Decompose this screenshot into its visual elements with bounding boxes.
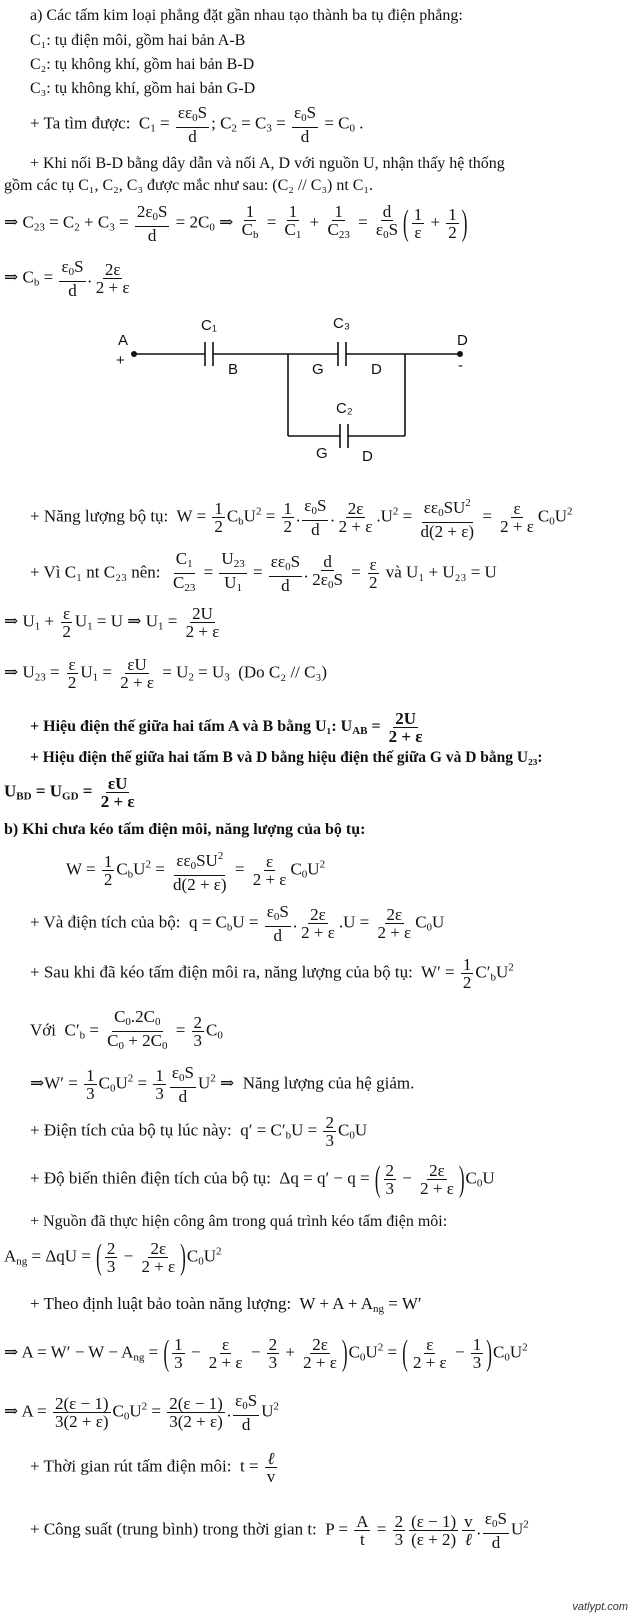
- heading-part-a: a) Các tấm kim loại phẳng đặt gần nhau tạo thành ba tụ điện phẳng:: [30, 7, 463, 24]
- label-c2: C₂: [336, 400, 353, 417]
- label-plate-b: B: [228, 361, 239, 378]
- node-a-terminal: [131, 351, 137, 357]
- u23-formula: ⇒ $U_{23}$ = $\frac{\varepsilon}{2}$ $U_1$ = $\frac{\varepsilon U}{2 + \varepsilon}$ = $U_2 = U_3$ (Do C₂ // C₃): [4, 655, 328, 692]
- charge-now-formula: + Điện tích của bộ tụ lúc này: $q' = C'_bU$ = $\frac{2}{3}$ $C_0U$: [30, 1113, 368, 1150]
- label-plus: +: [116, 352, 125, 369]
- cb-prime-formula: Với $C'_b$ = $\frac{C_0.2C_0}{C_0 + 2C_0}$ = $\frac{2}{3}$ $C_0$: [30, 1007, 223, 1052]
- watermark: vatlypt.com: [572, 1601, 628, 1613]
- label-minus: -: [458, 357, 463, 374]
- label-plate-d-bottom: D: [362, 448, 373, 465]
- c23-formula: ⇒ $C_{23} = C_2 + C_3$ = $\frac{2\varepsilon_0S}{d}$ = $2C_0$ ⇒ $\frac{1}{C_b}$ = $\frac{1}{C_1}$ + $\frac{1}{C_{23}}$ = $\frac{d}{\varepsilon_0S}$ ( $\frac{1}{\varepsilon}$ + $\frac{1}{2}$ ): [4, 202, 468, 245]
- w-prime-formula: ⇒W′ = $\frac{1}{3}$ $C_0U^2$ = $\frac{1}{3}$ $\frac{\varepsilon_0S}{d}$ $U^2$ ⇒ Năng lượng của hệ giảm.: [30, 1063, 415, 1106]
- cb-formula: ⇒ $C_b$ = $\frac{\varepsilon_0S}{d}$ . $\frac{2\varepsilon}{2 + \varepsilon}$: [4, 257, 130, 300]
- initial-energy-formula: W = $\frac{1}{2}$ $C_bU^2$ = $\frac{\varepsilon\varepsilon_0SU^2}{d(2 + \varepsilon)}$ = $\frac{\varepsilon}{2 + \varepsilon}$ $C_0U^2$: [66, 850, 326, 894]
- label-node-d: D: [457, 332, 468, 349]
- final-energy-formula: + Sau khi đã kéo tấm điện môi ra, năng lượng của bộ tụ: W′ = $\frac{1}{2}$ $C'_bU^2$: [30, 955, 514, 992]
- label-c3: C₃: [333, 315, 350, 332]
- ubd-formula: $U_{BD} = U_{GD}$ = $\frac{\varepsilon U}{2 + \varepsilon}$: [4, 774, 135, 811]
- connection-line-2: gồm các tụ C₁, C₂, C₃ được mắc như sau: (C₂ // C₃) nt C₁.: [4, 177, 374, 194]
- charge-change-formula: + Độ biến thiên điện tích của bộ tụ: Δq = q′ − q = ( $\frac{2}{3}$ − $\frac{2\varepsilon}{2 + \varepsilon}$ )$C_0U$: [30, 1158, 495, 1199]
- circuit-diagram: [100, 308, 500, 468]
- series-ratio-formula: + Vì C₁ nt C₂₃ nên: $\frac{C_1}{C_{23}}$ = $\frac{U_{23}}{U_1}$ = $\frac{\varepsilon\varepsilon_0S}{d}$ . $\frac{d}{2\varepsilon_0S}$ = $\frac{\varepsilon}{2}$ và U₁ + U₂₃ = U: [30, 549, 497, 595]
- label-node-a: A: [118, 332, 129, 349]
- source-work-formula: $A_{ng} = \Delta qU$ = ( $\frac{2}{3}$ − $\frac{2\varepsilon}{2 + \varepsilon}$ )$C_0U^2$: [4, 1236, 222, 1277]
- c3-description: C₃: tụ không khí, gồm hai bản G-D: [30, 80, 256, 97]
- uab-line: + Hiệu điện thế giữa hai tấm A và B bằng U₁: $U_{AB}$ = $\frac{2U}{2 + \varepsilon}$: [30, 709, 423, 746]
- power-formula: + Công suất (trung bình) trong thời gian t: P = $\frac{A}{t}$ = $\frac{2}{3}$ $\frac{(\varepsilon - 1)}{(\varepsilon + 2)}$ v ℓ . $\frac{\varepsilon_0S}{d}$ $U^2$: [30, 1509, 529, 1552]
- label-c1: C₁: [201, 317, 217, 334]
- label-plate-d-top: D: [371, 361, 382, 378]
- conservation-formula: + Theo định luật bảo toàn năng lượng: $W + A + A_{ng} = W'$: [30, 1294, 422, 1315]
- work-formula-1: ⇒ $A = W' - W - A_{ng}$ = ( $\frac{1}{3}$ − $\frac{\varepsilon}{2 + \varepsilon}$ − $\frac{2}{3}$ + $\frac{2\varepsilon}{2 + \varepsilon}$ )$C_0U^2$ = ( $\frac{\varepsilon}{2 + \varepsilon}$ − $\frac{1}{3}$ )$C_0U^2$: [4, 1332, 528, 1373]
- c2-description: C₂: tụ không khí, gồm hai bản B-D: [30, 56, 255, 73]
- initial-charge-formula: + Và điện tích của bộ: $q = C_bU$ = $\frac{\varepsilon_0S}{d}$ . $\frac{2\varepsilon}{2 + \varepsilon}$ .U = $\frac{2\varepsilon}{2 + \varepsilon}$ $C_0U$: [30, 902, 445, 945]
- energy-formula: + Năng lượng bộ tụ: W = $\frac{1}{2}$ $C_bU^2$ = $\frac{1}{2}$ . $\frac{\varepsilon_0S}{d}$ . $\frac{2\varepsilon}{2 + \varepsilon}$ $.U^2$ = $\frac{\varepsilon\varepsilon_0SU^2}{d(2 + \varepsilon)}$ = $\frac{\varepsilon}{2 + \varepsilon}$ $C_0U^2$: [30, 496, 573, 541]
- capacitance-formula: + Ta tìm được: $C_1$ = $\frac{\varepsilon\varepsilon_0S}{d}$ ; $C_2 = C_3$ = $\frac{\varepsilon_0S}{d}$ = $C_0$ .: [30, 103, 364, 146]
- source-work-text: + Nguồn đã thực hiện công âm trong quá trình kéo tấm điện môi:: [30, 1213, 448, 1230]
- time-formula: + Thời gian rút tấm điện môi: t = ℓ v: [30, 1449, 276, 1486]
- c1-description: C₁: tụ điện môi, gồm hai bản A-B: [30, 32, 246, 49]
- label-plate-g-bottom: G: [316, 445, 328, 462]
- connection-line-1: + Khi nối B-D bằng dây dẫn và nối A, D với nguồn U, nhận thấy hệ thống: [30, 155, 505, 172]
- u1-formula: ⇒ $U_1$ + $\frac{\varepsilon}{2}$ $U_1 = U$ ⇒ $U_1$ = $\frac{2U}{2 + \varepsilon}$: [4, 604, 220, 641]
- ubd-text: + Hiệu điện thế giữa hai tấm B và D bằng hiệu điện thế giữa G và D bằng U₂₃:: [30, 749, 543, 766]
- work-formula-2: ⇒ A = $\frac{2(\varepsilon - 1)}{3(2 + \varepsilon)}$ $C_0U^2$ = $\frac{2(\varepsilon - 1)}{3(2 + \varepsilon)}$ . $\frac{\varepsilon_0S}{d}$ $U^2$: [4, 1391, 279, 1434]
- label-plate-g-top: G: [312, 361, 324, 378]
- heading-part-b: b) Khi chưa kéo tấm điện môi, năng lượng của bộ tụ:: [4, 821, 366, 838]
